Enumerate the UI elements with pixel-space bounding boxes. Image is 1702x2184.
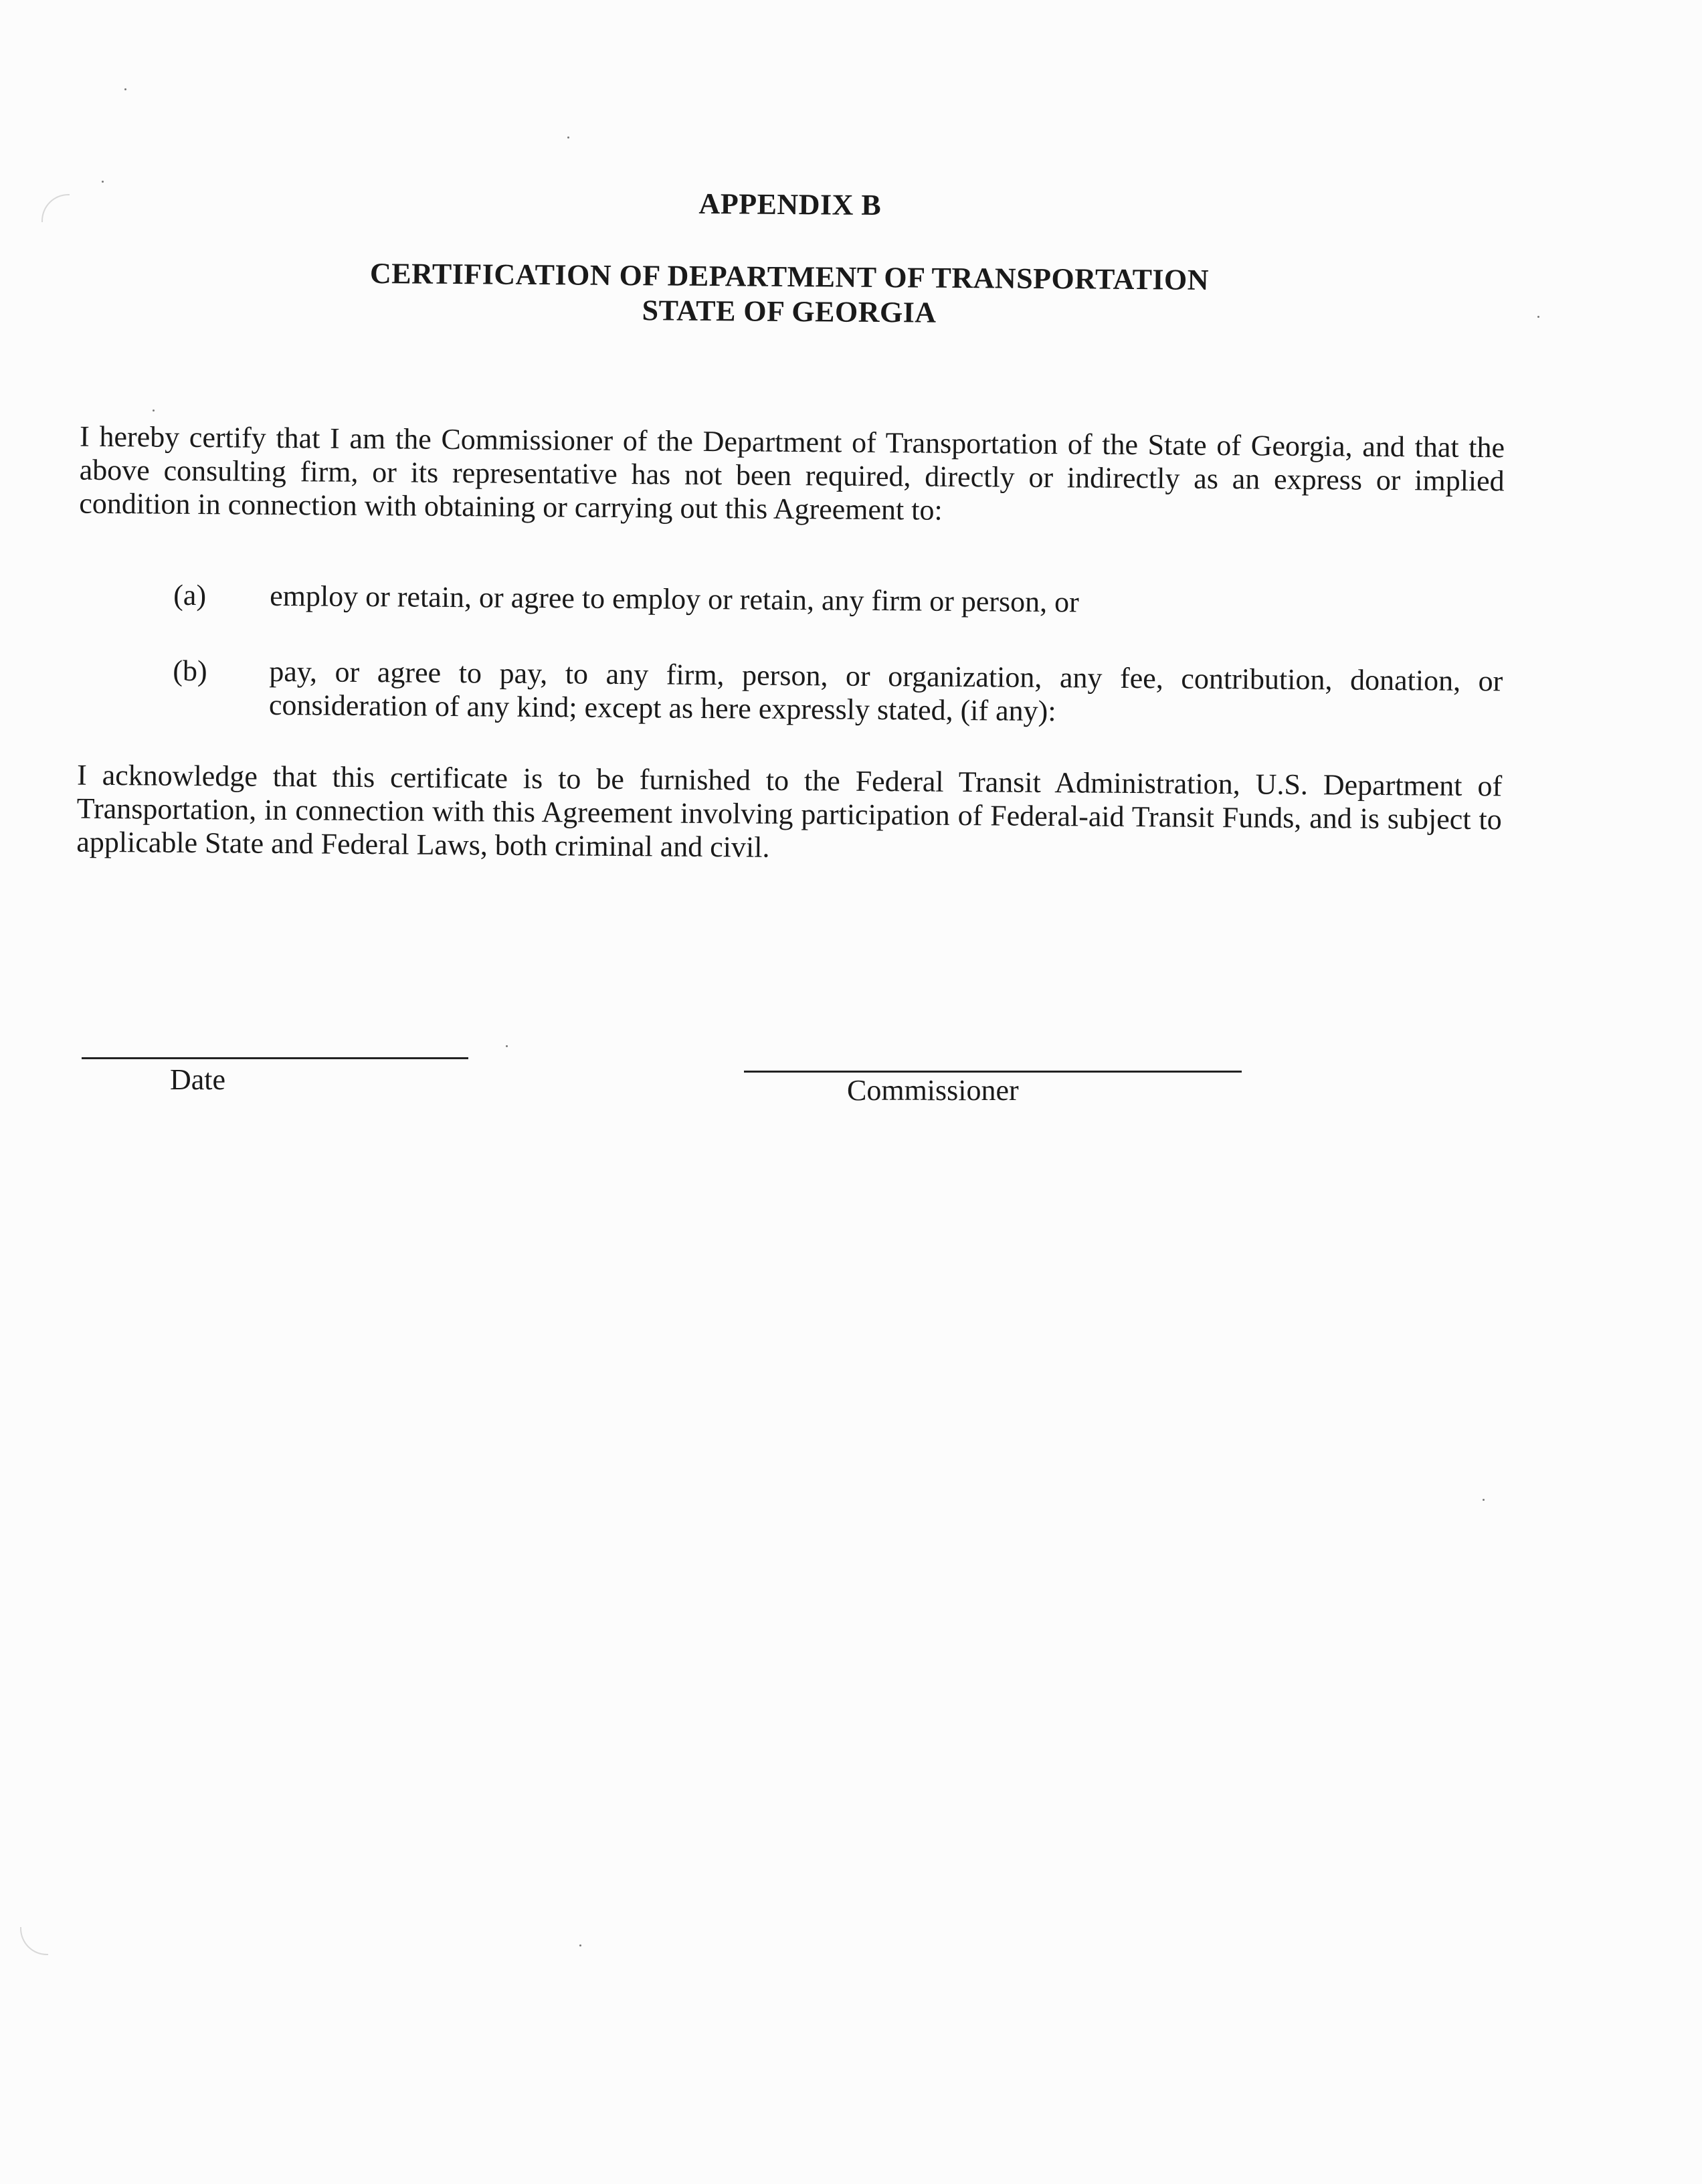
scan-speck: [1483, 1499, 1485, 1501]
date-signature-line: [82, 1057, 468, 1059]
scan-speck: [1537, 316, 1539, 318]
certification-document: [76, 0, 1508, 864]
date-label: Date: [170, 1063, 226, 1096]
list-item-text: pay, or agree to pay, to any firm, person, or organization, any fee, contribution, donation, or consideration of any kind; except as here expressly stated, (if any):: [268, 654, 1503, 728]
scan-corner-mark: [20, 1927, 48, 1955]
commissioner-signature-line: [744, 1071, 1242, 1073]
appendix-label: APPENDIX B: [698, 187, 882, 222]
scan-speck: [153, 410, 155, 412]
scan-speck: [579, 1944, 581, 1946]
scan-speck: [506, 1045, 508, 1047]
list-item-marker: (b): [173, 654, 207, 688]
certification-title-line-1: CERTIFICATION OF DEPARTMENT OF TRANSPORTATION: [369, 257, 1210, 296]
scan-speck: [567, 136, 569, 139]
list-item-marker: (a): [173, 578, 207, 612]
certification-title-line-2: STATE OF GEORGIA: [642, 294, 937, 329]
certification-paragraph: I hereby certify that I am the Commissioner of the Department of Transportation of the State of Georgia, and that the above consulting firm, or its representative has not been required, directly or indirectly as an express or implied condition in connection with obtaining or carrying out this Agreement to:: [79, 420, 1505, 527]
list-item-text: employ or retain, or agree to employ or retain, any firm or person, or: [270, 579, 1080, 619]
acknowledgement-paragraph: I acknowledge that this certificate is to be furnished to the Federal Transit Administration, U.S. Department of Transportation, in connection with this Agreement involving participation of Federal-aid Transit Funds, and is subject to applicable State and Federal Laws, both criminal and civil.: [76, 758, 1503, 864]
certification-title: [76, 254, 1502, 335]
scan-corner-mark: [41, 194, 70, 222]
scan-speck: [124, 88, 126, 90]
commissioner-label: Commissioner: [847, 1074, 1019, 1107]
list-item: [78, 654, 1503, 728]
list-item: [78, 578, 1503, 619]
